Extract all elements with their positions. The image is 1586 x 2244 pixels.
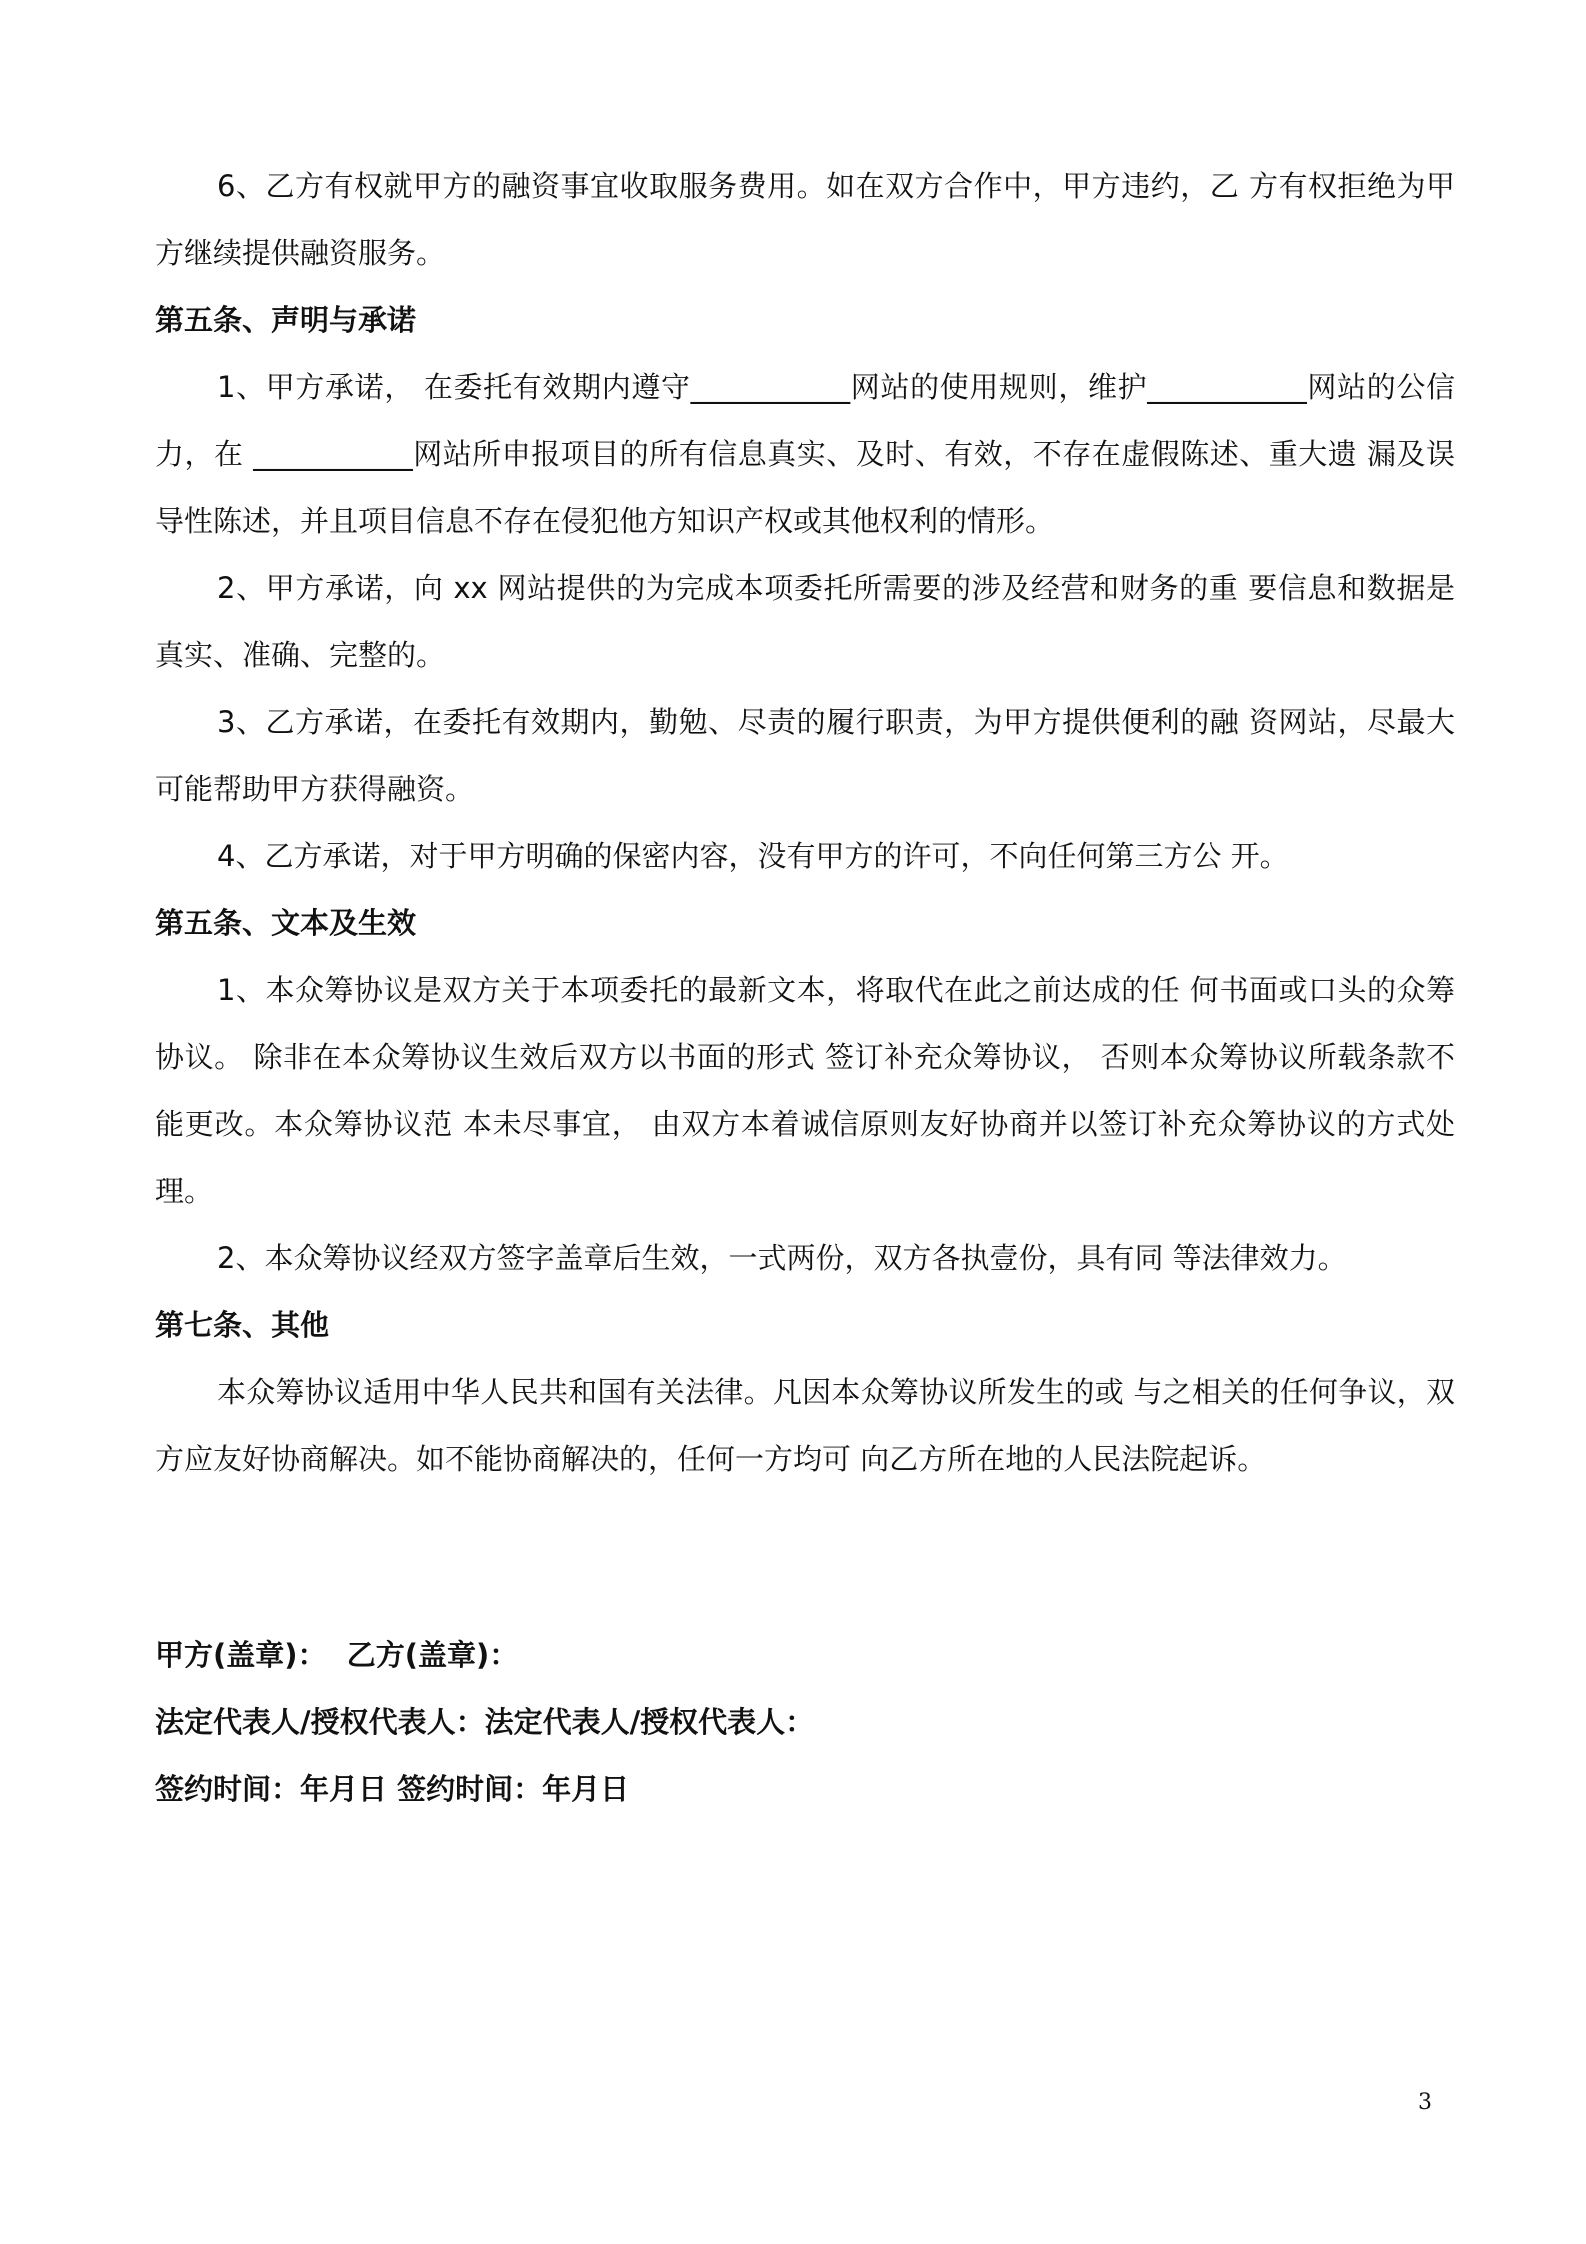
signing-date-line: 签约时间：年月日 签约时间：年月日 [155,1772,630,1806]
text-effect-clause-1: 1、本众筹协议是双方关于本项委托的最新文本，将取代在此之前达成的任 何书面或口头的众筹协议。 除非在本众筹协议生效后双方以书面的形式 签订补充众筹协议， 否则本众筹协议所载条款不能更改。本众筹协议范 本未尽事宜， 由双方本着诚信原则友好协商并以签订补充众筹协议的方式处理。 [155,973,1455,1208]
text-effect-clause-2: 2、本众筹协议经双方签字盖章后生效，一式两份，双方各执壹份，具有同 等法律效力。 [217,1241,1347,1275]
statement-clause-2: 2、甲方承诺，向 xx 网站提供的为完成本项委托所需要的涉及经营和财务的重 要信息和数据是真实、准确、完整的。 [155,571,1455,672]
statement-clause-4: 4、乙方承诺，对于甲方明确的保密内容，没有甲方的许可，不向任何第三方公 开。 [217,839,1289,873]
article-heading-other: 第七条、其他 [155,1308,330,1342]
agreement-body [155,153,1455,1493]
representative-line: 法定代表人/授权代表人：法定代表人/授权代表人： [155,1705,815,1739]
clause-4-6: 6、乙方有权就甲方的融资事宜收取服务费用。如在双方合作中，甲方违约，乙 方有权拒绝为甲方继续提供融资服务。 [155,169,1455,270]
signature-block [155,1622,1455,1823]
page-number: 3 [1418,2090,1432,2115]
seal-line: 甲方(盖章)： 乙方(盖章)： [155,1638,519,1672]
other-clause: 本众筹协议适用中华人民共和国有关法律。凡因本众筹协议所发生的或 与之相关的任何争议，双方应友好协商解决。如不能协商解决的，任何一方均可 向乙方所在地的人民法院起诉。 [155,1375,1455,1476]
article-heading-statements: 第五条、声明与承诺 [155,303,417,337]
article-heading-text-effect: 第五条、文本及生效 [155,906,417,940]
statement-clause-3: 3、乙方承诺，在委托有效期内，勤勉、尽责的履行职责，为甲方提供便利的融 资网站，尽最大可能帮助甲方获得融资。 [155,705,1455,806]
statement-clause-1: 1、甲方承诺， 在委托有效期内遵守___________网站的使用规则，维护___________网站的公信力，在 ___________网站所申报项目的所有信息真实、及时、有效，不存在虚假陈述、重大遗 漏及误导性陈述，并且项目信息不存在侵犯他方知识产权或其他权利的情形。 [155,370,1455,538]
